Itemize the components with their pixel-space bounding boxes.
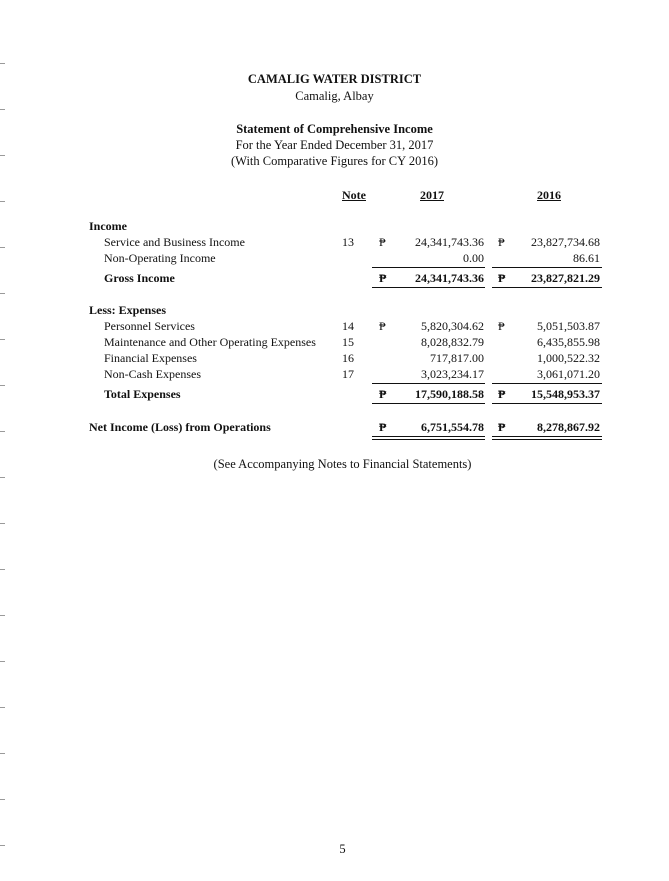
double-rule [372,436,485,440]
entity-location: Camalig, Albay [295,89,374,103]
income-row-2017: 24,341,743.36 [415,235,484,249]
page-number: 5 [339,842,346,856]
scan-mark [0,799,5,800]
expense-row-label: Maintenance and Other Operating Expenses [104,335,316,349]
peso-sign: ₱ [379,387,387,401]
expense-row-note: 14 [342,319,354,333]
expense-row-2017: 717,817.00 [430,351,484,365]
scan-mark [0,431,5,432]
peso-sign: ₱ [498,235,505,249]
entity-name: CAMALIG WATER DISTRICT [247,72,422,86]
gross-income-2016: 23,827,821.29 [531,271,600,285]
scan-mark [0,63,5,64]
peso-sign: ₱ [379,271,387,285]
expense-row-2016: 6,435,855.98 [537,335,600,349]
scan-mark [0,615,5,616]
total-expenses-2017: 17,590,188.58 [415,387,484,401]
scan-mark [0,385,5,386]
income-row-2016: 23,827,734.68 [531,235,600,249]
expense-row-2017: 3,023,234.17 [421,367,484,381]
expense-row-2017: 8,028,832.79 [421,335,484,349]
net-income-2017: 6,751,554.78 [421,420,484,434]
peso-sign: ₱ [498,271,506,285]
subtotal-rule [372,267,485,268]
comparative-note: (With Comparative Figures for CY 2016) [231,154,438,168]
peso-sign: ₱ [498,420,506,434]
expense-row-label: Personnel Services [104,319,195,333]
peso-sign: ₱ [379,319,386,333]
income-row-label: Service and Business Income [104,235,245,249]
subtotal-rule [372,383,485,384]
total-rule [492,403,602,404]
income-row-note: 13 [342,235,354,249]
income-row-2016: 86.61 [573,251,600,265]
scan-mark [0,477,5,478]
total-expenses-2016: 15,548,953.37 [531,387,600,401]
income-row-label: Non-Operating Income [104,251,216,265]
peso-sign: ₱ [498,387,506,401]
total-rule [372,403,485,404]
subtotal-rule [492,383,602,384]
peso-sign: ₱ [379,420,387,434]
statement-period: For the Year Ended December 31, 2017 [235,138,434,152]
expense-row-2016: 5,051,503.87 [537,319,600,333]
footnote: (See Accompanying Notes to Financial Statements) [213,457,472,471]
col-header-2016: 2016 [537,188,561,202]
peso-sign: ₱ [498,319,505,333]
total-rule [372,287,485,288]
scan-mark [0,753,5,754]
scan-mark [0,247,5,248]
statement-title: Statement of Comprehensive Income [236,122,433,136]
scan-mark [0,661,5,662]
total-expenses-label: Total Expenses [104,387,181,401]
scan-mark [0,109,5,110]
double-rule [492,436,602,440]
scan-mark [0,523,5,524]
total-rule [492,287,602,288]
scan-mark [0,339,5,340]
scan-mark [0,707,5,708]
col-header-note: Note [342,188,366,202]
expense-row-label: Financial Expenses [104,351,197,365]
expense-row-note: 15 [342,335,354,349]
expense-row-2016: 3,061,071.20 [537,367,600,381]
col-header-2017: 2017 [420,188,444,202]
scan-mark [0,201,5,202]
expense-row-note: 17 [342,367,354,381]
scan-mark [0,293,5,294]
expense-row-label: Non-Cash Expenses [104,367,201,381]
peso-sign: ₱ [379,235,386,249]
expense-row-2016: 1,000,522.32 [537,351,600,365]
net-income-2016: 8,278,867.92 [537,420,600,434]
scan-mark [0,845,5,846]
gross-income-2017: 24,341,743.36 [415,271,484,285]
gross-income-label: Gross Income [104,271,175,285]
scan-mark [0,569,5,570]
subtotal-rule [492,267,602,268]
net-income-label: Net Income (Loss) from Operations [89,420,271,434]
expense-row-2017: 5,820,304.62 [421,319,484,333]
expenses-heading: Less: Expenses [89,303,167,317]
income-row-2017: 0.00 [463,251,484,265]
expense-row-note: 16 [342,351,354,365]
income-heading: Income [89,219,127,233]
